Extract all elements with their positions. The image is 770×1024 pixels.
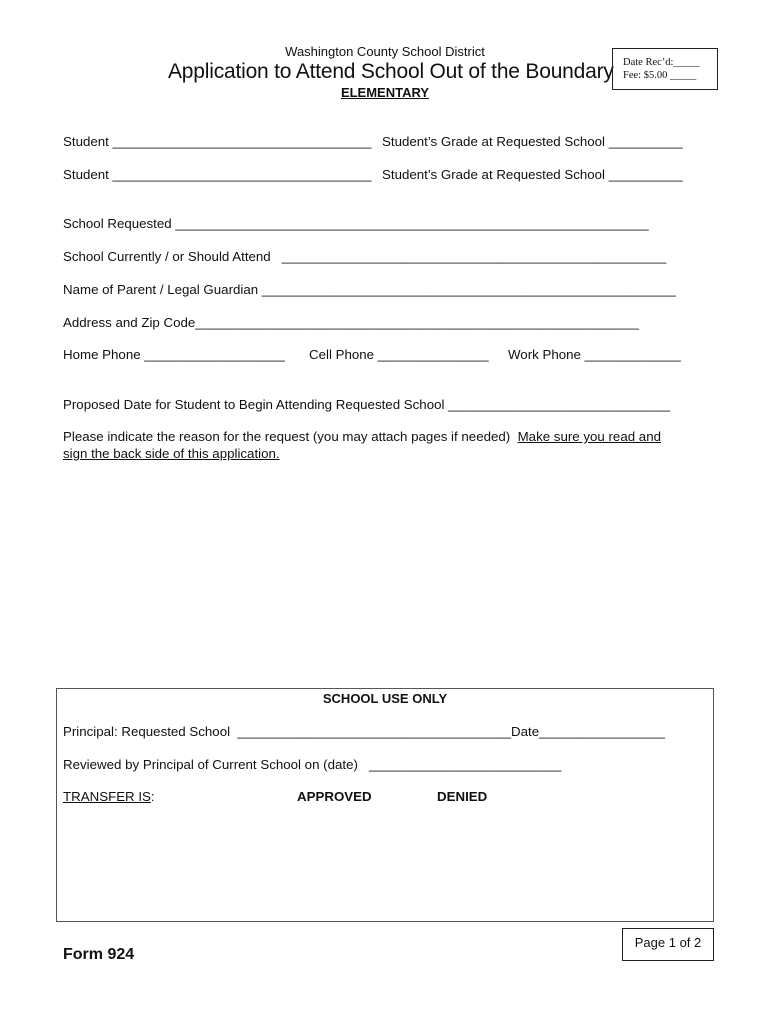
form-level: ELEMENTARY bbox=[340, 85, 430, 100]
student-2-grade-field[interactable]: Student’s Grade at Requested School __________ bbox=[382, 167, 683, 182]
form-title: Application to Attend School Out of the Boundary bbox=[168, 60, 614, 83]
work-phone-field[interactable]: Work Phone _____________ bbox=[508, 347, 681, 362]
parent-name-field[interactable]: Name of Parent / Legal Guardian ________________________________________________________ bbox=[63, 282, 676, 297]
district-name: Washington County School District bbox=[285, 44, 485, 59]
office-use-box bbox=[612, 48, 718, 90]
transfer-is-label bbox=[63, 789, 155, 804]
principal-requested-school-field[interactable]: Principal: Requested School _____________________________________Date_________________ bbox=[63, 724, 665, 739]
cell-phone-field[interactable]: Cell Phone _______________ bbox=[309, 347, 489, 362]
school-use-heading: SCHOOL USE ONLY bbox=[322, 691, 448, 706]
student-1-grade-field[interactable]: Student’s Grade at Requested School __________ bbox=[382, 134, 683, 149]
proposed-date-field[interactable]: Proposed Date for Student to Begin Attending Requested School ______________________________ bbox=[63, 397, 670, 412]
date-received-field[interactable]: Date Rec’d:_____ bbox=[623, 57, 700, 68]
reason-instructions bbox=[63, 429, 661, 444]
fee-field[interactable]: Fee: $5.00 _____ bbox=[623, 70, 697, 81]
read-and-sign-note: Make sure you read and bbox=[517, 429, 661, 444]
transfer-is-text: TRANSFER IS bbox=[63, 789, 151, 804]
school-requested-field[interactable]: School Requested ________________________________________________________________ bbox=[63, 216, 649, 231]
transfer-colon: : bbox=[150, 789, 155, 804]
read-and-sign-note-continued: sign the back side of this application. bbox=[63, 446, 280, 461]
approved-option[interactable]: APPROVED bbox=[297, 789, 372, 804]
student-2-field[interactable]: Student ___________________________________ bbox=[63, 167, 372, 182]
school-current-field[interactable]: School Currently / or Should Attend ____________________________________________________ bbox=[63, 249, 667, 264]
page-number-box bbox=[622, 928, 714, 961]
form-number: Form 924 bbox=[63, 946, 135, 963]
home-phone-field[interactable]: Home Phone ___________________ bbox=[63, 347, 285, 362]
student-1-field[interactable]: Student ___________________________________ bbox=[63, 134, 372, 149]
reason-prompt: Please indicate the reason for the request (you may attach pages if needed) bbox=[63, 429, 518, 444]
denied-option[interactable]: DENIED bbox=[437, 789, 488, 804]
address-field[interactable]: Address and Zip Code____________________________________________________________ bbox=[63, 315, 640, 330]
page-number: Page 1 of 2 bbox=[634, 935, 702, 950]
reviewed-by-principal-field[interactable]: Reviewed by Principal of Current School on (date) __________________________ bbox=[63, 757, 562, 772]
